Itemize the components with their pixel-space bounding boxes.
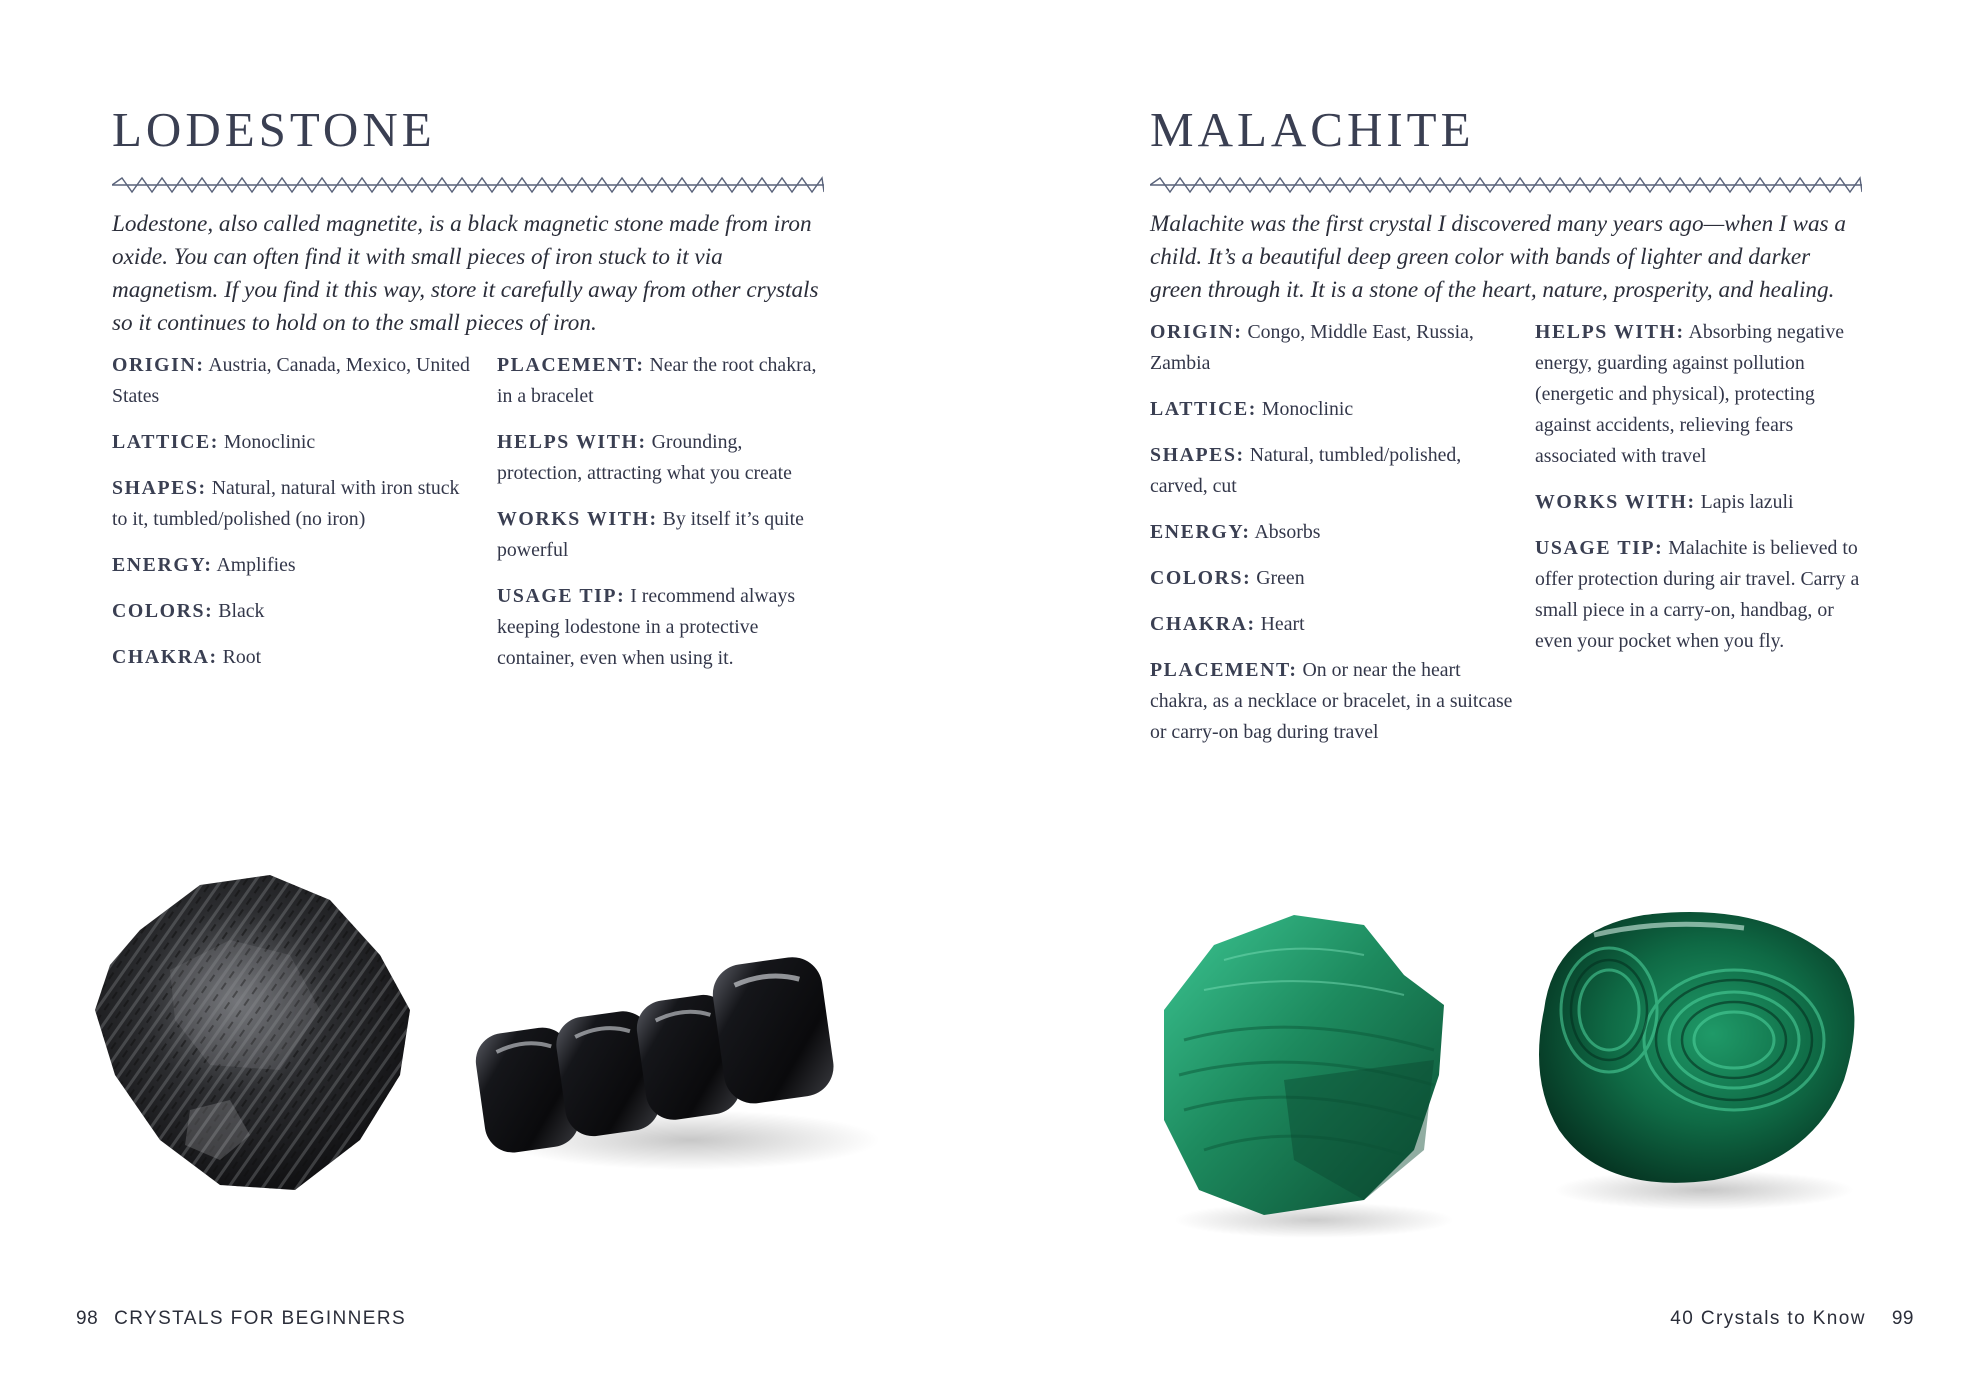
page-number: 98 (76, 1308, 99, 1329)
raw-lodestone-photo (80, 860, 430, 1200)
malachite-photos (1144, 820, 1884, 1260)
fact-origin: ORIGIN: Congo, Middle East, Russia, Zambia (1150, 321, 1474, 374)
fact-placement: PLACEMENT: Near the root chakra, in a bracelet (497, 354, 817, 407)
fact-helps-with: HELPS WITH: Absorbing negative energy, guarding against pollution (energetic and physical), protecting against accidents, relieving fears associated with travel (1535, 321, 1845, 467)
lodestone-photos (80, 820, 880, 1260)
right-page (984, 0, 1969, 1395)
fact-helps-with: HELPS WITH: Grounding, protection, attracting what you create (497, 431, 792, 484)
running-head: 40 Crystals to Know (1670, 1308, 1866, 1329)
zigzag-rule (112, 170, 824, 200)
fact-works-with: WORKS WITH: By itself it’s quite powerful (497, 508, 804, 561)
raw-malachite-photo (1144, 900, 1464, 1240)
fact-energy: ENERGY: Amplifies (112, 554, 296, 576)
fact-lattice: LATTICE: Monoclinic (1150, 398, 1354, 420)
tumbled-malachite-photo (1514, 890, 1874, 1220)
fact-shapes: SHAPES: Natural, natural with iron stuck to it, tumbled/polished (no iron) (112, 477, 460, 530)
fact-usage-tip: USAGE TIP: Malachite is believed to offer protection during air travel. Carry a small piece in a carry-on, handbag, or even your pocket when you fly. (1535, 537, 1860, 652)
fact-column-2 (1535, 317, 1862, 763)
fact-origin: ORIGIN: Austria, Canada, Mexico, United States (112, 354, 470, 407)
fact-columns (1150, 317, 1862, 763)
fact-chakra: CHAKRA: Root (112, 646, 262, 668)
intro-paragraph: Lodestone, also called magnetite, is a black magnetic stone made from iron oxide. You can often find it with small pieces of iron stuck to it via magnetism. If you find it this way, store it carefully away from other crystals so it continues to hold on to the small pieces of iron. (112, 211, 819, 336)
page-title: MALACHITE (1150, 102, 1475, 157)
right-footer (1670, 1307, 1914, 1331)
fact-lattice: LATTICE: Monoclinic (112, 431, 316, 453)
fact-placement: PLACEMENT: On or near the heart chakra, as a necklace or bracelet, in a suitcase or carry-on bag during travel (1150, 659, 1513, 743)
fact-column-1 (1150, 317, 1535, 763)
page-number: 99 (1891, 1308, 1914, 1329)
fact-shapes: SHAPES: Natural, tumbled/polished, carved, cut (1150, 444, 1462, 497)
fact-usage-tip: USAGE TIP: I recommend always keeping lodestone in a protective container, even when using it. (497, 585, 796, 669)
fact-column-1 (112, 350, 497, 689)
fact-colors: COLORS: Black (112, 600, 265, 622)
fact-energy: ENERGY: Absorbs (1150, 521, 1321, 543)
running-head: CRYSTALS FOR BEGINNERS (114, 1308, 407, 1329)
zigzag-rule (1150, 170, 1862, 200)
fact-columns (112, 350, 824, 689)
fact-works-with: WORKS WITH: Lapis lazuli (1535, 491, 1794, 513)
intro-paragraph: Malachite was the first crystal I discovered many years ago—when I was a child. It’s a beautiful deep green color with bands of lighter and darker green through it. It is a stone of the heart, nature, prosperity, and healing. (1150, 211, 1846, 303)
left-page (0, 0, 984, 1395)
page-title: LODESTONE (112, 102, 436, 157)
left-footer (76, 1307, 406, 1331)
malachite-entry (1150, 100, 1862, 763)
tumbled-lodestone-photo (460, 940, 880, 1190)
fact-chakra: CHAKRA: Heart (1150, 613, 1305, 635)
fact-colors: COLORS: Green (1150, 567, 1305, 589)
fact-column-2 (497, 350, 824, 689)
lodestone-entry (112, 100, 824, 689)
